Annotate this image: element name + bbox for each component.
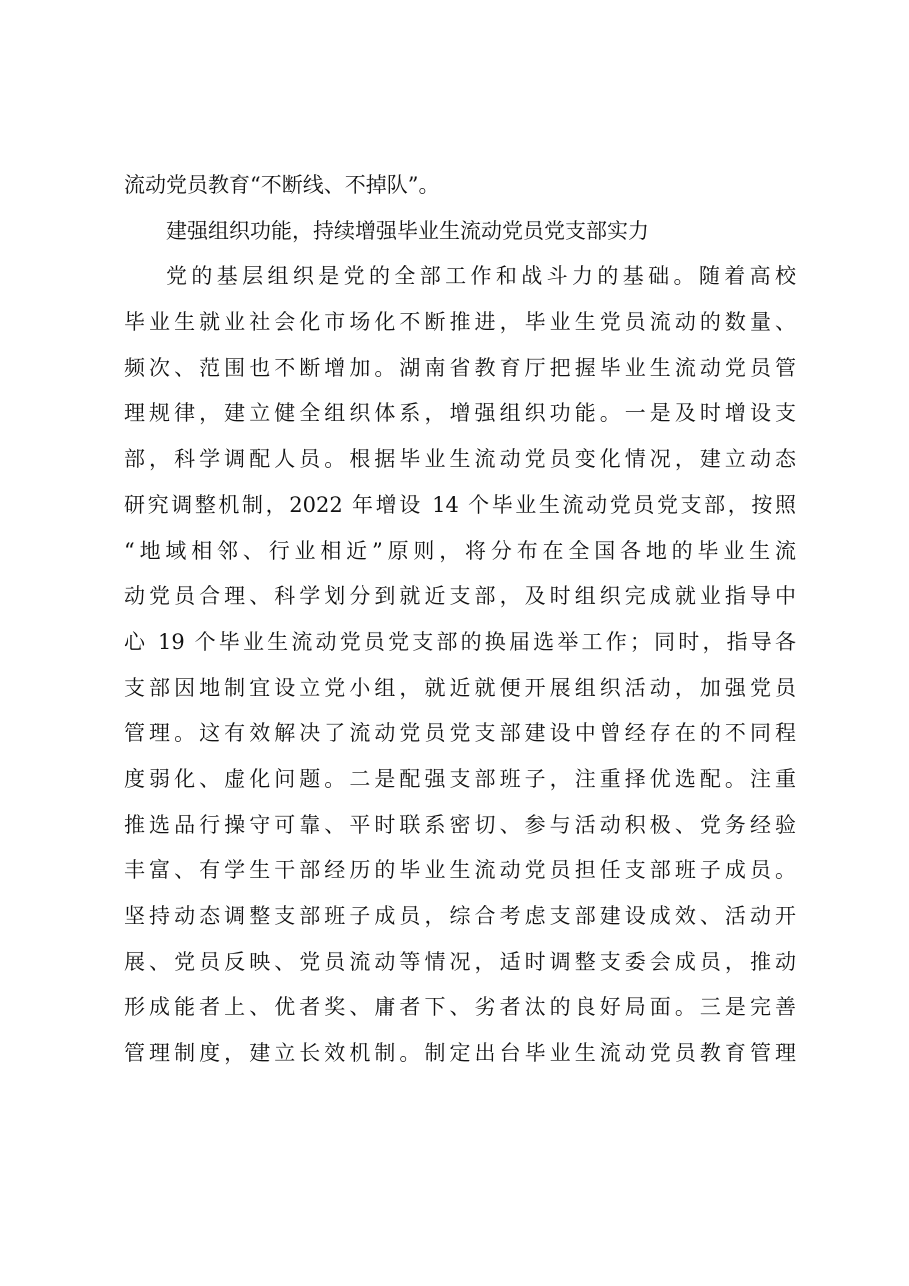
text-line: 心 19 个毕业生流动党员党支部的换届选举工作；同时，指导各 <box>124 629 796 654</box>
text-line: 频次、范围也不断增加。湖南省教育厅把握毕业生流动党员管 <box>124 355 796 380</box>
text-line: 动党员合理、科学划分到就近支部，及时组织完成就业指导中 <box>124 584 796 609</box>
text-line: 丰富、有学生干部经历的毕业生流动党员担任支部班子成员。 <box>124 858 796 883</box>
text-line: 形成能者上、优者奖、庸者下、劣者汰的良好局面。三是完善 <box>124 995 796 1020</box>
text-line: 展、党员反映、党员流动等情况，适时调整支委会成员，推动 <box>124 949 796 974</box>
text-line: 支部因地制宜设立党小组，就近就便开展组织活动，加强党员 <box>124 675 796 700</box>
text-line: “地域相邻、行业相近”原则，将分布在全国各地的毕业生流 <box>124 538 796 563</box>
text-line: 管理制度，建立长效机制。制定出台毕业生流动党员教育管理 <box>124 1041 796 1066</box>
document-body <box>124 163 796 1077</box>
text-line: 理规律，建立健全组织体系，增强组织功能。一是及时增设支 <box>124 401 796 426</box>
text-line: 党的基层组织是党的全部工作和战斗力的基础。随着高校 <box>166 264 796 289</box>
section-heading: 建强组织功能，持续增强毕业生流动党员党支部实力 <box>166 218 649 243</box>
text-line: 推选品行操守可靠、平时联系密切、参与活动积极、党务经验 <box>124 812 796 837</box>
text-line: 毕业生就业社会化市场化不断推进，毕业生党员流动的数量、 <box>124 310 796 335</box>
text-line: 度弱化、虚化问题。二是配强支部班子，注重择优选配。注重 <box>124 766 796 791</box>
text-line: 研究调整机制，2022 年增设 14 个毕业生流动党员党支部，按照 <box>124 492 796 517</box>
text-line: 部，科学调配人员。根据毕业生流动党员变化情况，建立动态 <box>124 447 796 472</box>
text-line: 坚持动态调整支部班子成员，综合考虑支部建设成效、活动开 <box>124 904 796 928</box>
text-line: 管理。这有效解决了流动党员党支部建设中曾经存在的不同程 <box>124 721 796 746</box>
paragraph-end-line: 流动党员教育“不断线、不掉队”。 <box>124 173 440 197</box>
